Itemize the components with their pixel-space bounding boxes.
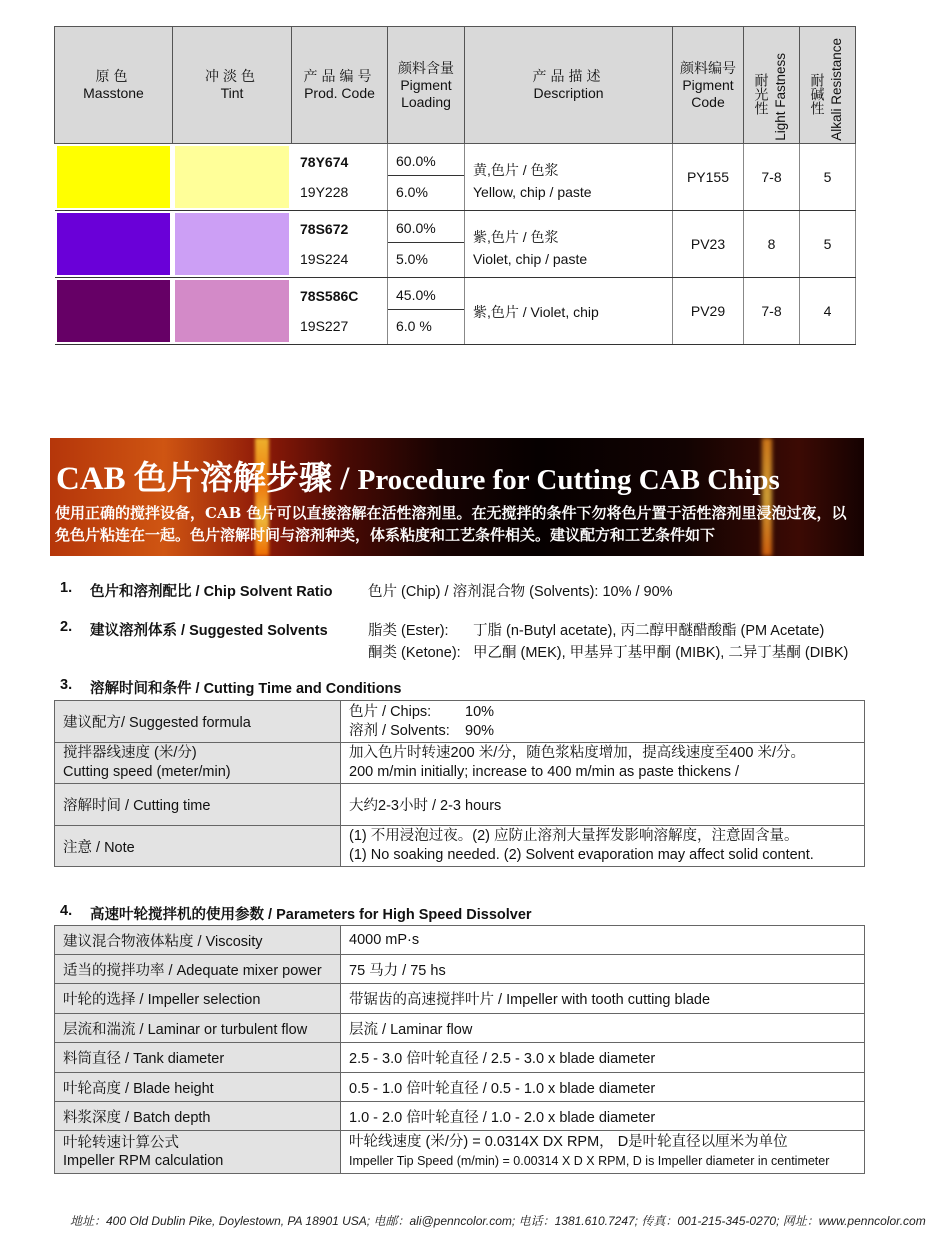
table-row <box>55 984 865 1014</box>
light-fastness: 7-8 <box>744 144 800 211</box>
table-row <box>55 1131 865 1174</box>
loading-cell <box>388 211 465 278</box>
alkali-resistance: 5 <box>800 144 856 211</box>
header-description: 产品描述 Description <box>465 27 673 144</box>
section-4-title: 高速叶轮搅拌机的使用参数 / Parameters for High Speed Dissolver <box>90 907 532 923</box>
masstone-swatch <box>57 146 171 208</box>
prod-code-cell <box>292 278 388 345</box>
param-value: 0.5 - 1.0 倍叶轮直径 / 0.5 - 1.0 x blade diameter <box>341 1073 865 1102</box>
ketone-label: 酮类 (Ketone): <box>368 645 461 661</box>
footer-contact: 地址：400 Old Dublin Pike, Doylestown, PA 18901 USA; 电邮：ali@penncolor.com; 电话：1381.610.7247; 传真：001-215-345-0270; 网址：www.penncolor.com <box>70 1214 926 1228</box>
section-2-label: 建议溶剂体系 / Suggested Solvents <box>90 623 328 639</box>
param-value: 层流 / Laminar flow <box>341 1014 865 1043</box>
speed-value-zh: 加入色片时转速200 米/分，随色浆粘度增加，提高线速度至400 米/分。 <box>349 745 805 761</box>
speed-value-en: 200 m/min initially; increase to 400 m/min as paste thickens / <box>349 764 740 780</box>
header-masstone: 原色 Masstone <box>55 27 173 144</box>
banner-title-en: Procedure for Cutting CAB Chips <box>357 464 780 496</box>
prod-code-cell <box>292 211 388 278</box>
param-label: 层流和湍流 / Laminar or turbulent flow <box>55 1014 341 1043</box>
code-masstone: 78S586C <box>300 288 359 304</box>
description-cell <box>465 211 673 278</box>
desc-en: Violet, chip / paste <box>473 251 588 267</box>
param-label: 适当的搅拌功率 / Adequate mixer power <box>55 955 341 984</box>
table-row <box>55 144 856 211</box>
param-label: 料浆深度 / Batch depth <box>55 1102 341 1131</box>
param-value: 4000 mP·s <box>341 926 865 955</box>
ester-label: 脂类 (Ester): <box>368 623 449 639</box>
speed-label-en: Cutting speed (meter/min) <box>63 764 231 780</box>
masstone-swatch-cell <box>55 144 173 211</box>
header-tint: 冲淡色 Tint <box>173 27 292 144</box>
section-1-label: 色片和溶剂配比 / Chip Solvent Ratio <box>90 584 333 600</box>
table-row <box>55 1043 865 1073</box>
banner-title <box>56 452 780 499</box>
param-value: 75 马力 / 75 hs <box>341 955 865 984</box>
prod-code-cell <box>292 144 388 211</box>
note-label: 注意 / Note <box>55 826 341 867</box>
formula-chips-value: 10% <box>465 703 495 720</box>
ester-value: 丁脂 (n-Butyl acetate), 丙二醇甲醚醋酸酯 (PM Acetate) <box>473 623 825 639</box>
formula-solvents-value: 90% <box>465 722 495 739</box>
header-pigment-code: 颜料编号 Pigment Code <box>673 27 744 144</box>
description-cell <box>465 144 673 211</box>
dissolver-parameters-table <box>54 925 865 1174</box>
loading-masstone: 45.0% <box>388 281 464 310</box>
rpm-label-en: Impeller RPM calculation <box>63 1153 224 1169</box>
section-1-number: 1. <box>60 580 73 596</box>
description-cell <box>465 278 673 345</box>
table-row <box>55 1102 865 1131</box>
param-label: 料筒直径 / Tank diameter <box>55 1043 341 1073</box>
table-row <box>55 955 865 984</box>
ketone-value: 甲乙酮 (MEK), 甲基异丁基甲酮 (MIBK), 二异丁基酮 (DIBK) <box>473 645 849 661</box>
banner-title-zh: CAB 色片溶解步骤 <box>56 461 332 497</box>
param-value: 2.5 - 3.0 倍叶轮直径 / 2.5 - 3.0 x blade diameter <box>341 1043 865 1073</box>
table-row <box>55 211 856 278</box>
masstone-swatch <box>57 280 171 342</box>
formula-label: 建议配方/ Suggested formula <box>55 701 341 743</box>
section-2-number: 2. <box>60 619 73 635</box>
rpm-value-zh: 叶轮线速度 (米/分) = 0.0314X DX RPM， D是叶轮直径以厘米为单位 <box>349 1134 788 1150</box>
code-tint: 19S227 <box>300 318 349 334</box>
loading-cell <box>388 144 465 211</box>
loading-masstone: 60.0% <box>388 147 464 176</box>
table-row <box>55 1014 865 1043</box>
light-fastness: 7-8 <box>744 278 800 345</box>
speed-label-zh: 搅拌器线速度 (米/分) <box>63 745 197 761</box>
code-tint: 19S224 <box>300 251 349 267</box>
pigment-code: PV29 <box>673 278 744 345</box>
loading-cell <box>388 278 465 345</box>
banner-title-separator: / <box>331 461 358 497</box>
section-1-value: 色片 (Chip) / 溶剂混合物 (Solvents): 10% / 90% <box>368 584 673 600</box>
loading-tint: 5.0% <box>396 250 428 267</box>
section-4-number: 4. <box>60 903 73 919</box>
header-light-fastness: 耐光性 Light Fastness <box>744 27 800 144</box>
section-3-title: 溶解时间和条件 / Cutting Time and Conditions <box>90 681 402 697</box>
tint-swatch-cell <box>173 278 292 345</box>
pigment-code: PV23 <box>673 211 744 278</box>
header-pigment-loading: 颜料含量 Pigment Loading <box>388 27 465 144</box>
cutting-conditions-table <box>54 700 865 867</box>
loading-tint: 6.0% <box>396 183 428 200</box>
header-prod-code: 产品编号 Prod. Code <box>292 27 388 144</box>
code-tint: 19Y228 <box>300 184 349 200</box>
desc-zh: 紫,色片 / 色浆 <box>473 229 559 245</box>
param-label: 叶轮的选择 / Impeller selection <box>55 984 341 1014</box>
tint-swatch <box>175 213 289 275</box>
param-value: 带锯齿的高速搅拌叶片 / Impeller with tooth cutting blade <box>341 984 865 1014</box>
rpm-label <box>55 1131 341 1174</box>
masstone-swatch-cell <box>55 278 173 345</box>
param-label: 建议混合物液体粘度 / Viscosity <box>55 926 341 955</box>
masstone-swatch <box>57 213 171 275</box>
param-label: 叶轮高度 / Blade height <box>55 1073 341 1102</box>
rpm-label-zh: 叶轮转速计算公式 <box>63 1135 179 1151</box>
rpm-value <box>341 1131 865 1174</box>
table-row <box>55 701 865 743</box>
desc-en: Yellow, chip / paste <box>473 184 592 200</box>
tint-swatch <box>175 280 289 342</box>
alkali-resistance: 5 <box>800 211 856 278</box>
table-row <box>55 826 865 867</box>
loading-tint: 6.0 % <box>396 317 432 334</box>
loading-masstone: 60.0% <box>388 214 464 243</box>
note-value <box>341 826 865 867</box>
time-label: 溶解时间 / Cutting time <box>55 784 341 826</box>
alkali-resistance: 4 <box>800 278 856 345</box>
desc-zh: 黄,色片 / 色浆 <box>473 162 559 178</box>
table-row <box>55 743 865 784</box>
speed-value <box>341 743 865 784</box>
procedure-banner <box>50 438 864 556</box>
formula-value <box>341 701 865 743</box>
formula-chips-label: 色片 / Chips: <box>349 703 432 720</box>
code-masstone: 78S672 <box>300 221 349 237</box>
tint-swatch-cell <box>173 211 292 278</box>
table-row <box>55 926 865 955</box>
table-row <box>55 784 865 826</box>
note-value-zh: (1) 不用浸泡过夜。(2) 应防止溶剂大量挥发影响溶解度，注意固含量。 <box>349 828 799 844</box>
pigment-table <box>54 26 856 345</box>
time-value: 大约2-3小时 / 2-3 hours <box>341 784 865 826</box>
light-fastness: 8 <box>744 211 800 278</box>
header-alkali-resistance: 耐碱性 Alkali Resistance <box>800 27 856 144</box>
tint-swatch <box>175 146 289 208</box>
code-masstone: 78Y674 <box>300 154 349 170</box>
banner-intro: 使用正确的搅拌设备，CAB 色片可以直接溶解在活性溶剂里。在无搅拌的条件下勿将色片置于活性溶剂里浸泡过夜，以免色片粘连在一起。色片溶解时间与溶剂种类，体系粘度和工艺条件相关。建议配方和工艺条件如下 <box>55 504 847 544</box>
pigment-code: PY155 <box>673 144 744 211</box>
masstone-swatch-cell <box>55 211 173 278</box>
section-3-number: 3. <box>60 677 73 693</box>
table-row <box>55 278 856 345</box>
formula-solvents-label: 溶剂 / Solvents: <box>349 722 450 739</box>
table-row <box>55 1073 865 1102</box>
param-value: 1.0 - 2.0 倍叶轮直径 / 1.0 - 2.0 x blade diameter <box>341 1102 865 1131</box>
speed-label <box>55 743 341 784</box>
tint-swatch-cell <box>173 144 292 211</box>
rpm-value-en: Impeller Tip Speed (m/min) = 0.00314 X D X RPM, D is Impeller diameter in centimeter <box>349 1154 830 1168</box>
desc-zh: 紫,色片 / Violet, chip <box>473 304 599 320</box>
note-value-en: (1) No soaking needed. (2) Solvent evaporation may affect solid content. <box>349 847 814 863</box>
